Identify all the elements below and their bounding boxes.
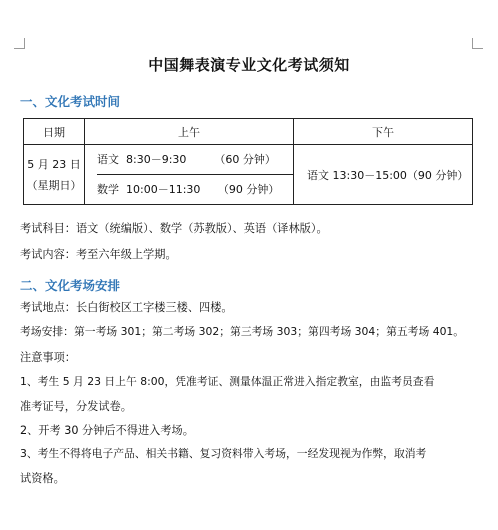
table-header-row (24, 119, 473, 145)
morning-exam-chinese: 语文 8:30－9:30 （60 分钟） (97, 145, 293, 175)
section-heading-exam-time: 一、文化考试时间 (20, 94, 121, 109)
note-1: 1、考生 5 月 23 日上午 8:00，凭准考证、测量体温正常进入指定教室，由监考员查看 (20, 375, 435, 388)
table-row (24, 145, 473, 205)
header-date: 日期 (24, 119, 85, 145)
note-3: 3、考生不得将电子产品、相关书籍、复习资料带入考场，一经发现视为作弊，取消考 (20, 447, 427, 460)
exam-content: 考试内容：考至六年级上学期。 (20, 248, 177, 261)
schedule-table (23, 118, 473, 205)
document-title: 中国舞表演专业文化考试须知 (148, 56, 350, 74)
date-cell (24, 145, 85, 205)
note-3-continued: 试资格。 (20, 472, 65, 485)
afternoon-cell: 语文 13:30－15:00（90 分钟） (294, 145, 473, 205)
header-afternoon: 下午 (294, 119, 473, 145)
exam-location: 考试地点：长白街校区工字楼三楼、四楼。 (20, 301, 233, 314)
weekday-line: （星期日） (26, 178, 82, 192)
note-1-continued: 准考证号，分发试卷。 (20, 400, 132, 413)
morning-exam-math: 数学 10:00－11:30 （90 分钟） (97, 183, 280, 196)
notes-label: 注意事项： (20, 351, 76, 364)
morning-cell (85, 145, 294, 205)
exam-subjects: 考试科目：语文（统编版）、数学（苏教版）、英语（译林版）。 (20, 222, 328, 235)
note-2: 2、开考 30 分钟后不得进入考场。 (20, 424, 194, 437)
header-morning: 上午 (85, 119, 294, 145)
margin-mark-top-left (14, 38, 25, 49)
section-heading-room-arrangement: 二、文化考场安排 (20, 278, 121, 293)
date-line: 5 月 23 日 (27, 157, 81, 171)
margin-mark-top-right (472, 38, 483, 49)
room-arrangement: 考场安排：第一考场 301；第二考场 302；第三考场 303；第四考场 304；第五考场 401。 (20, 325, 465, 338)
